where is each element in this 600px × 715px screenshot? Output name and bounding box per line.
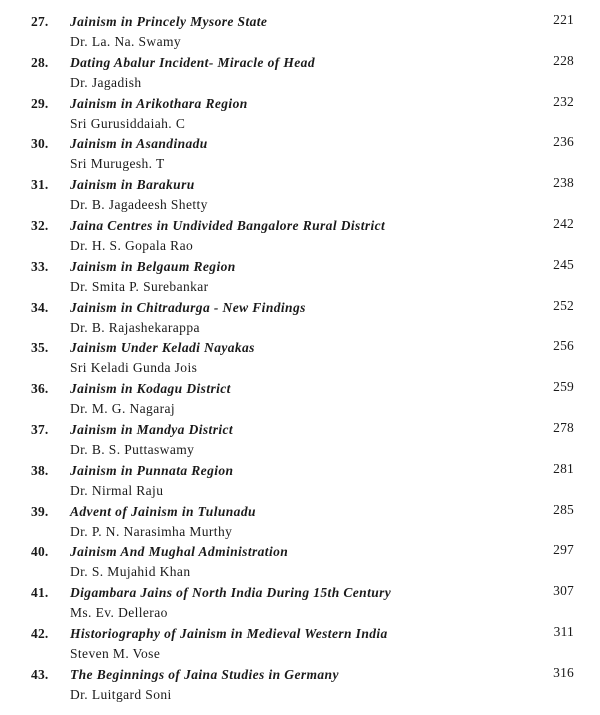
entry-author: Dr. S. Mujahid Khan xyxy=(70,564,191,580)
entry-page-number: 238 xyxy=(553,175,574,191)
entry-page-number: 307 xyxy=(553,583,574,599)
entry-title: Jainism And Mughal Administration xyxy=(70,544,289,560)
entry-title: Digambara Jains of North India During 15th Century xyxy=(70,585,392,601)
entry-title: Jainism in Barakuru xyxy=(70,177,195,193)
entry-number: 39. xyxy=(31,503,49,519)
toc-entry xyxy=(0,175,600,216)
entry-page-number: 256 xyxy=(553,338,574,354)
entry-page-number: 259 xyxy=(553,379,574,395)
entry-number: 27. xyxy=(31,14,49,29)
entry-author: Dr. H. S. Gopala Rao xyxy=(70,237,194,253)
entry-number: 28. xyxy=(31,54,49,70)
entry-page-number: 221 xyxy=(553,12,574,27)
toc-entry xyxy=(0,461,600,502)
entry-page-number: 311 xyxy=(553,623,574,639)
toc-entry xyxy=(0,216,600,257)
entry-page-number: 252 xyxy=(553,297,574,313)
toc-entry xyxy=(0,502,600,543)
toc-entry xyxy=(0,12,600,53)
entry-number: 31. xyxy=(31,177,49,193)
entry-number: 37. xyxy=(31,421,49,437)
entry-author: Dr. La. Na. Swamy xyxy=(70,34,182,49)
entry-title: Advent of Jainism in Tulunadu xyxy=(70,503,256,519)
entry-author: Dr. B. S. Puttaswamy xyxy=(70,441,195,457)
entry-title: Historiography of Jainism in Medieval Western India xyxy=(70,625,388,641)
table-of-contents xyxy=(0,12,600,706)
entry-page-number: 242 xyxy=(553,215,574,231)
entry-page-number: 316 xyxy=(553,664,574,680)
entry-number: 42. xyxy=(31,625,49,641)
entry-author: Dr. M. G. Nagaraj xyxy=(70,401,176,417)
entry-number: 35. xyxy=(31,340,49,356)
entry-page-number: 236 xyxy=(553,134,574,150)
entry-author: Dr. B. Rajashekarappa xyxy=(70,319,200,335)
entry-title: Jainism in Mandya District xyxy=(70,421,234,437)
entry-page-number: 285 xyxy=(553,501,574,517)
entry-page-number: 228 xyxy=(553,52,574,68)
entry-title: Jainism in Chitradurga - New Findings xyxy=(70,299,306,315)
toc-entry xyxy=(0,624,600,665)
entry-number: 38. xyxy=(31,462,49,478)
toc-entry xyxy=(0,420,600,461)
toc-entry xyxy=(0,134,600,175)
entry-number: 34. xyxy=(31,299,49,315)
entry-title: Jainism Under Keladi Nayakas xyxy=(70,340,255,356)
entry-page-number: 278 xyxy=(553,419,574,435)
entry-page-number: 245 xyxy=(553,256,574,272)
entry-title: The Beginnings of Jaina Studies in Germany xyxy=(70,666,339,682)
entry-author: Sri Murugesh. T xyxy=(70,156,165,172)
entry-author: Sri Gurusiddaiah. C xyxy=(70,115,186,131)
entry-number: 43. xyxy=(31,666,49,682)
entry-author: Dr. Luitgard Soni xyxy=(70,686,172,702)
toc-entry xyxy=(0,583,600,624)
entry-author: Dr. Jagadish xyxy=(70,74,142,90)
entry-number: 40. xyxy=(31,544,49,560)
entry-number: 33. xyxy=(31,258,49,274)
entry-number: 29. xyxy=(31,95,49,111)
entry-title: Jaina Centres in Undivided Bangalore Rural District xyxy=(70,217,386,233)
entry-author: Steven M. Vose xyxy=(70,645,161,661)
toc-entry xyxy=(0,94,600,135)
entry-author: Dr. Smita P. Surebankar xyxy=(70,278,209,294)
entry-title: Jainism in Princely Mysore State xyxy=(70,14,268,29)
entry-author: Ms. Ev. Dellerao xyxy=(70,605,168,621)
entry-author: Dr. Nirmal Raju xyxy=(70,482,164,498)
entry-page-number: 232 xyxy=(553,93,574,109)
toc-entry xyxy=(0,379,600,420)
entry-author: Dr. P. N. Narasimha Murthy xyxy=(70,523,233,539)
toc-entry xyxy=(0,542,600,583)
entry-title: Jainism in Kodagu District xyxy=(70,381,231,397)
toc-entry xyxy=(0,53,600,94)
entry-author: Dr. B. Jagadeesh Shetty xyxy=(70,197,208,213)
toc-entry xyxy=(0,665,600,706)
entry-page-number: 297 xyxy=(553,542,574,558)
entry-page-number: 281 xyxy=(553,460,574,476)
entry-title: Jainism in Punnata Region xyxy=(70,462,234,478)
entry-number: 30. xyxy=(31,136,49,152)
entry-title: Dating Abalur Incident- Miracle of Head xyxy=(70,54,315,70)
entry-title: Jainism in Arikothara Region xyxy=(70,95,248,111)
entry-author: Sri Keladi Gunda Jois xyxy=(70,360,198,376)
entry-title: Jainism in Belgaum Region xyxy=(70,258,236,274)
toc-entry xyxy=(0,298,600,339)
entry-number: 36. xyxy=(31,381,49,397)
entry-title: Jainism in Asandinadu xyxy=(70,136,208,152)
toc-entry xyxy=(0,257,600,298)
entry-number: 32. xyxy=(31,217,49,233)
toc-entry xyxy=(0,338,600,379)
entry-number: 41. xyxy=(31,585,49,601)
